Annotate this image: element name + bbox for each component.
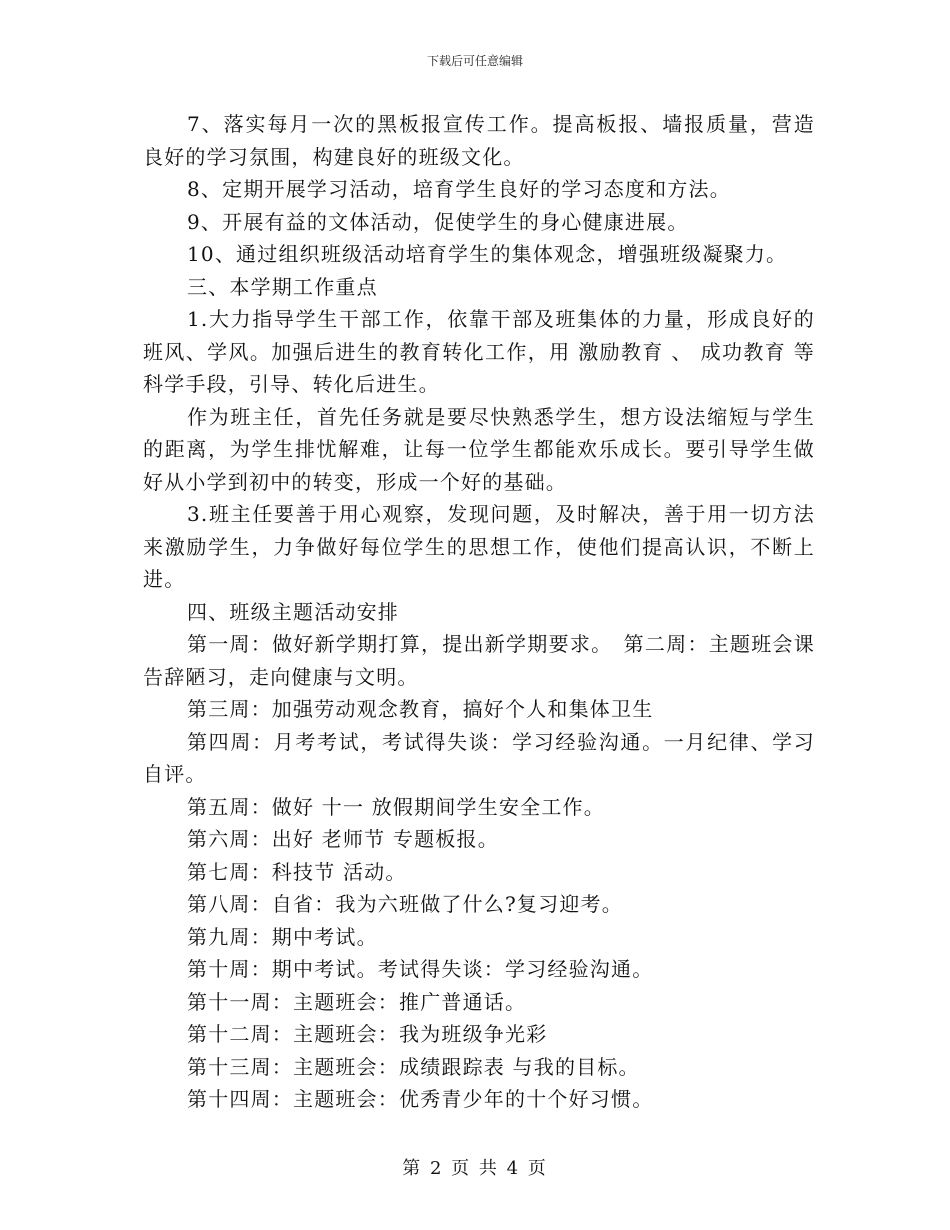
paragraph-focus-2: 作为班主任，首先任务就是要尽快熟悉学生，想方设法缩短与学生的距离，为学生排忧解难，让每一位学生都能欢乐成长。要引导学生做好从小学到初中的转变，形成一个好的基础。: [143, 404, 815, 494]
section-heading-4: 四、班级主题活动安排: [187, 599, 399, 624]
paragraph-item-9: 9、开展有益的文体活动，促使学生的身心健康进展。: [187, 209, 689, 234]
paragraph-item-10: 10、通过组织班级活动培育学生的集体观念，增强班级凝聚力。: [187, 242, 788, 266]
schedule-week-14: 第十四周：主题班会：优秀青少年的十个好习惯。: [187, 1087, 654, 1111]
paragraph-item-8: 8、定期开展学习活动，培育学生良好的学习态度和方法。: [187, 177, 731, 201]
paragraph-focus-1: 1.大力指导学生干部工作，依靠干部及班集体的力量，形成良好的班风、学风。加强后进生的教育转化工作，用 激励教育 、 成功教育 等科学手段，引导、转化后进生。: [143, 307, 815, 396]
schedule-week-10: 第十周：期中考试。考试得失谈：学习经验沟通。: [187, 957, 654, 981]
schedule-week-9: 第九周：期中考试。: [187, 924, 378, 949]
page-footer: 第 2 页 共 4 页: [402, 1158, 548, 1179]
page-header: 下载后可任意编辑: [426, 54, 523, 68]
paragraph-focus-3: 3.班主任要善于用心观察，发现问题，及时解决，善于用一切方法来激励学生，力争做好每位学生的思想工作，使他们提高认识，不断上进。: [143, 502, 815, 591]
schedule-week-8: 第八周：自省：我为六班做了什么?复习迎考。: [187, 892, 623, 916]
schedule-week-13: 第十三周：主题班会：成绩跟踪表 与我的目标。: [187, 1054, 640, 1079]
document-body: [143, 108, 815, 1116]
schedule-week-11: 第十一周：主题班会：推广普通话。: [187, 989, 527, 1014]
schedule-week-5: 第五周：做好 十一 放假期间学生安全工作。: [187, 794, 605, 819]
paragraph-item-7: 7、落实每月一次的黑板报宣传工作。提高板报、墙报质量，营造良好的学习氛围，构建良好的班级文化。: [143, 112, 815, 169]
schedule-week-4: 第四周：月考考试，考试得失谈：学习经验沟通。一月纪律、学习自评。: [143, 729, 815, 786]
schedule-week-12: 第十二周：主题班会：我为班级争光彩: [187, 1022, 548, 1046]
section-heading-3: 三、本学期工作重点: [187, 274, 378, 299]
schedule-week-7: 第七周：科技节 活动。: [187, 859, 407, 884]
schedule-week-3: 第三周：加强劳动观念教育，搞好个人和集体卫生: [187, 697, 654, 721]
schedule-week-1-2: 第一周：做好新学期打算，提出新学期要求。 第二周：主题班会课 告辞陋习，走向健康与文明。: [143, 632, 815, 689]
schedule-week-6: 第六周：出好 老师节 专题板报。: [187, 827, 499, 851]
